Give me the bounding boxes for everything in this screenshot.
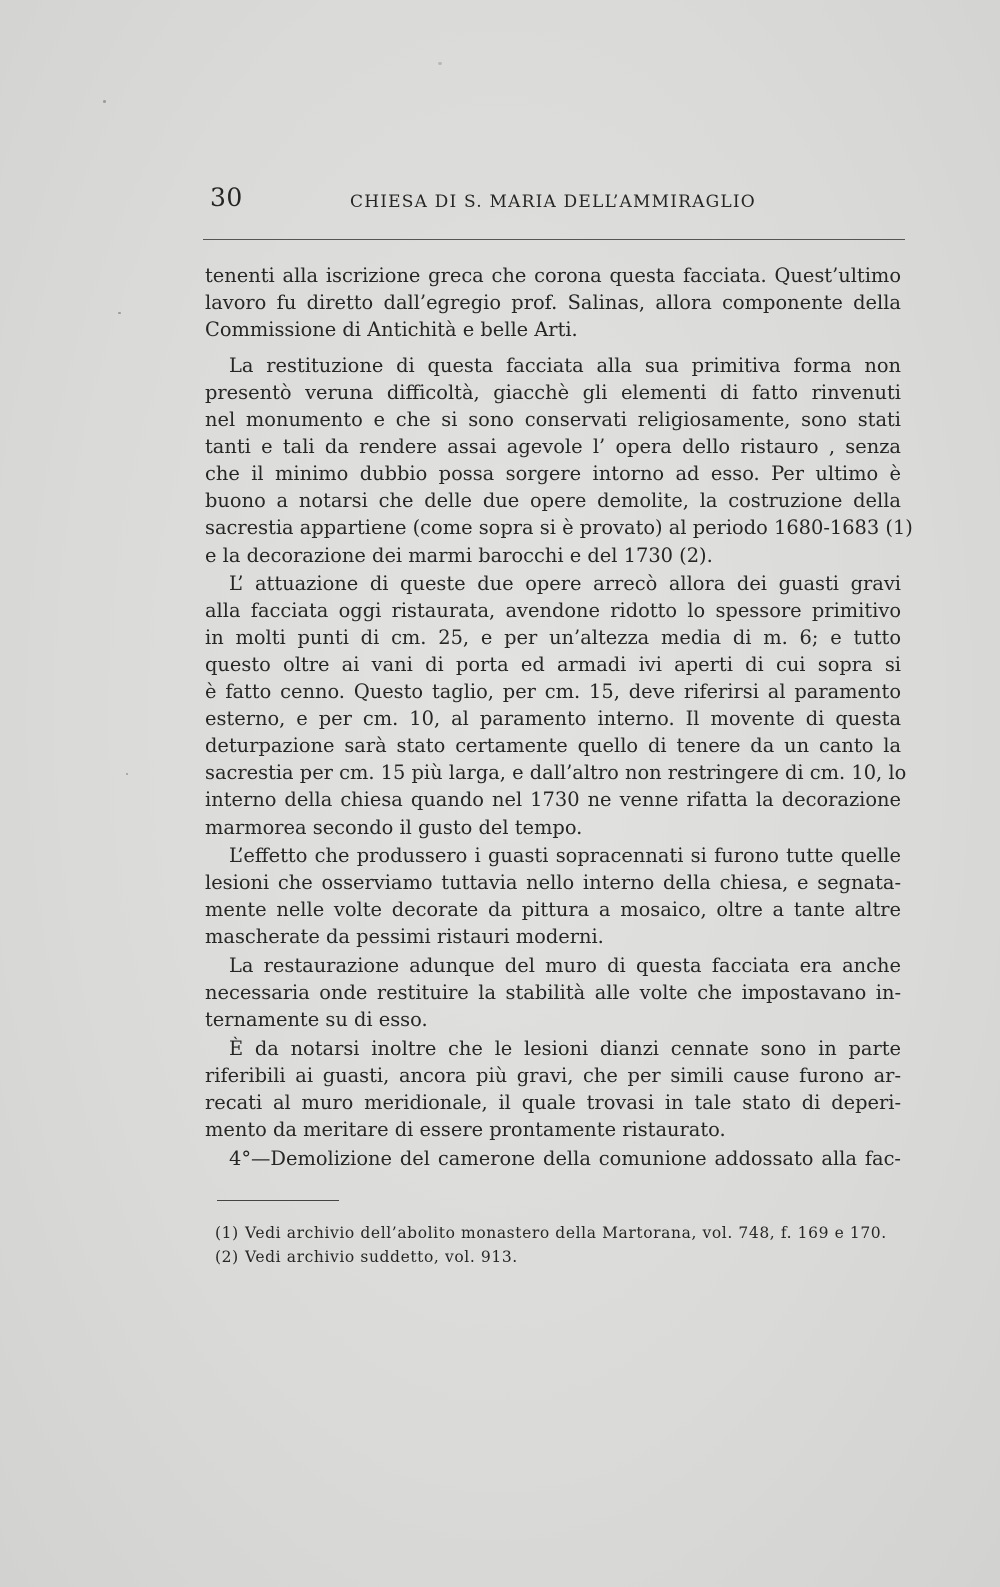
text-line: sacrestia per cm. 15 più larga, e dall’altro non restringere di cm. 10, lo (205, 761, 907, 784)
text-line: recati al muro meridionale, il quale trovasi in tale stato di deperi- (205, 1091, 901, 1114)
text-line: L’ attuazione di queste due opere arrecò allora dei guasti gravi (229, 572, 901, 595)
footnote-text: Vedi archivio dell’abolito monastero della Martorana, vol. 748, f. 169 e 170. (245, 1224, 887, 1242)
text-line: riferibili ai guasti, ancora più gravi, che per simili cause furono ar- (205, 1064, 901, 1087)
text-line: ternamente su di esso. (205, 1008, 428, 1031)
text-line: La restituzione di questa facciata alla sua primitiva forma non (229, 354, 901, 377)
footnote-1 (215, 1222, 887, 1244)
footnote-2 (215, 1246, 518, 1268)
text-line: deturpazione sarà stato certamente quello di tenere da un canto la (205, 734, 901, 757)
paper-speck (118, 312, 121, 314)
text-line: buono a notarsi che delle due opere demolite, la costruzione della (205, 489, 901, 512)
text-line: necessaria onde restituire la stabilità alle volte che impostavano in- (205, 981, 901, 1004)
page-number: 30 (210, 183, 243, 212)
text-line: tanti e tali da rendere assai agevole l’ opera dello ristauro , senza (205, 435, 901, 458)
text-line: L’effetto che produssero i guasti sopracennati si furono tutte quelle (229, 844, 901, 867)
text-line: marmorea secondo il gusto del tempo. (205, 816, 583, 839)
text-line: è fatto cenno. Questo taglio, per cm. 15, deve riferirsi al paramento (205, 680, 901, 703)
text-line: alla facciata oggi ristaurata, avendone ridotto lo spessore primitivo (205, 599, 901, 622)
footnote-text: Vedi archivio suddetto, vol. 913. (245, 1248, 518, 1266)
text-line: È da notarsi inoltre che le lesioni dianzi cennate sono in parte (229, 1037, 901, 1060)
text-line: tenenti alla iscrizione greca che corona questa facciata. Quest’ultimo (205, 264, 901, 287)
text-line: mento da meritare di essere prontamente ristaurato. (205, 1118, 726, 1141)
text-line: esterno, e per cm. 10, al paramento interno. Il movente di questa (205, 707, 901, 730)
text-line: lavoro fu diretto dall’egregio prof. Salinas, allora componente della (205, 291, 901, 314)
footnote-rule (217, 1200, 339, 1201)
text-line: Commissione di Antichità e belle Arti. (205, 318, 578, 341)
running-title: CHIESA DI S. MARIA DELL’AMMIRAGLIO (350, 192, 756, 212)
paper-speck (103, 100, 106, 103)
footnote-mark: (1) (215, 1224, 239, 1242)
text-line: La restaurazione adunque del muro di questa facciata era anche (229, 954, 901, 977)
text-line: sacrestia appartiene (come sopra si è provato) al periodo 1680-1683 (1) (205, 516, 913, 539)
text-line: nel monumento e che si sono conservati religiosamente, sono stati (205, 408, 901, 431)
text-line: 4°—Demolizione del camerone della comunione addossato alla fac- (229, 1147, 901, 1170)
text-line: interno della chiesa quando nel 1730 ne venne rifatta la decorazione (205, 788, 901, 811)
text-line: che il minimo dubbio possa sorgere intorno ad esso. Per ultimo è (205, 462, 901, 485)
paper-speck (126, 773, 128, 775)
text-line: mente nelle volte decorate da pittura a mosaico, oltre a tante altre (205, 898, 901, 921)
header-rule (203, 239, 905, 240)
text-line: e la decorazione dei marmi barocchi e del 1730 (2). (205, 544, 713, 567)
running-head (210, 183, 905, 223)
text-line: presentò veruna difficoltà, giacchè gli elementi di fatto rinvenuti (205, 381, 901, 404)
text-line: lesioni che osserviamo tuttavia nello interno della chiesa, e segnata- (205, 871, 901, 894)
text-line: in molti punti di cm. 25, e per un’altezza media di m. 6; e tutto (205, 626, 901, 649)
paper-speck (438, 62, 442, 65)
footnote-mark: (2) (215, 1248, 239, 1266)
text-line: questo oltre ai vani di porta ed armadi ivi aperti di cui sopra si (205, 653, 901, 676)
text-line: mascherate da pessimi ristauri moderni. (205, 925, 604, 948)
